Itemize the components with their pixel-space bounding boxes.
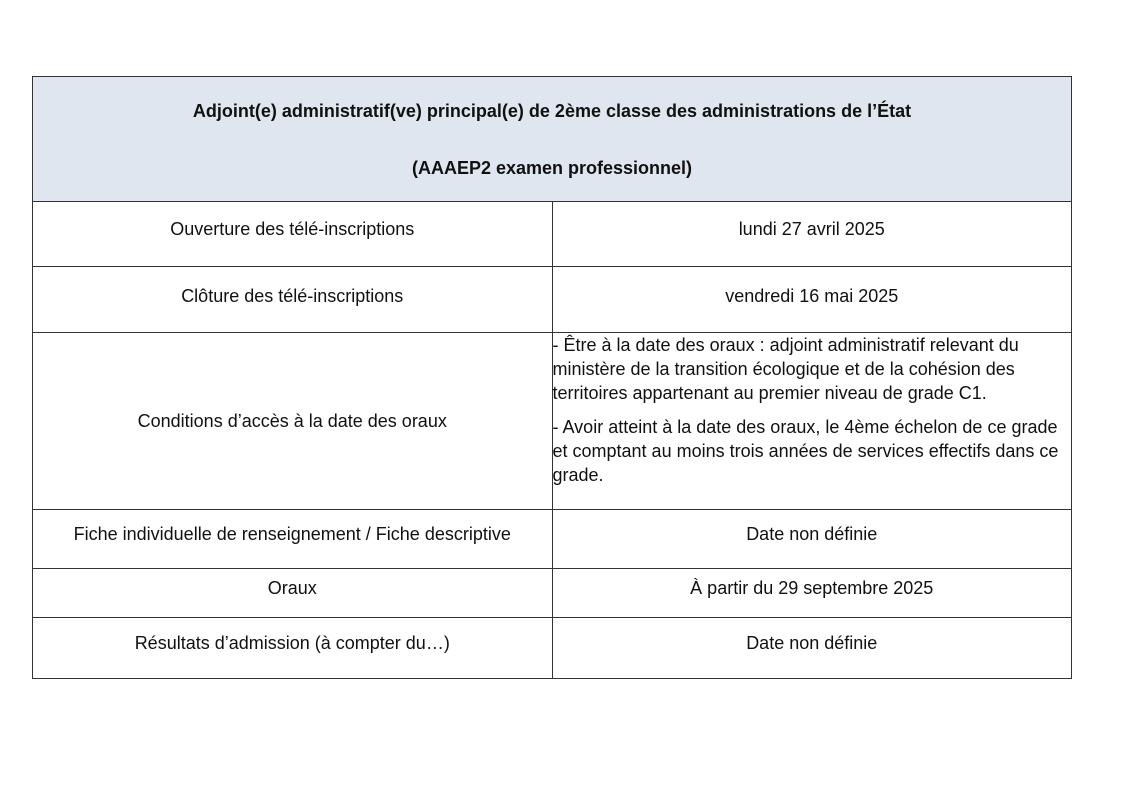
registration-closing-date: vendredi 16 mai 2025 <box>725 285 899 306</box>
row-label-cell <box>33 333 553 510</box>
exam-subtitle: (AAAEP2 examen professionnel) <box>411 157 693 178</box>
oral-exams-date: À partir du 29 septembre 2025 <box>690 578 934 598</box>
table-row <box>33 510 1072 569</box>
table-row <box>33 569 1072 618</box>
access-conditions-label: Conditions d’accès à la date des oraux <box>137 411 447 431</box>
table-row <box>33 618 1072 679</box>
row-label-cell <box>33 202 553 267</box>
row-label-cell <box>33 618 553 679</box>
table-header-row <box>33 77 1072 202</box>
info-form-date: Date non définie <box>746 524 878 544</box>
row-value-cell <box>552 202 1072 267</box>
access-conditions-cell <box>552 333 1072 510</box>
row-value-cell <box>552 267 1072 333</box>
info-form-label: Fiche individuelle de renseignement / Fiche descriptive <box>73 524 511 544</box>
table-header <box>33 77 1072 202</box>
row-value-cell <box>552 510 1072 569</box>
exam-schedule-table <box>32 76 1072 679</box>
registration-opening-date: lundi 27 avril 2025 <box>738 219 885 239</box>
admission-results-date: Date non définie <box>746 633 878 653</box>
access-condition-1: - Être à la date des oraux : adjoint administratif relevant du ministère de la transition écologique et de la cohésion des territoires appartenant au premier niveau de grade C1. <box>552 335 1019 403</box>
row-label-cell <box>33 569 553 618</box>
table-row <box>33 202 1072 267</box>
row-value-cell <box>552 569 1072 618</box>
registration-closing-label: Clôture des télé-inscriptions <box>181 285 404 306</box>
admission-results-label: Résultats d’admission (à compter du…) <box>134 633 450 653</box>
access-condition-2: - Avoir atteint à la date des oraux, le 4ème échelon de ce grade et comptant au moins trois années de services effectifs dans ce grade. <box>552 417 1059 485</box>
row-label-cell <box>33 267 553 333</box>
row-value-cell <box>552 618 1072 679</box>
exam-title: Adjoint(e) administratif(ve) principal(e) de 2ème classe des administrations de l’État <box>192 100 912 121</box>
table-row <box>33 267 1072 333</box>
table-row <box>33 333 1072 510</box>
row-label-cell <box>33 510 553 569</box>
registration-opening-label: Ouverture des télé-inscriptions <box>170 219 415 239</box>
oral-exams-label: Oraux <box>267 578 317 598</box>
